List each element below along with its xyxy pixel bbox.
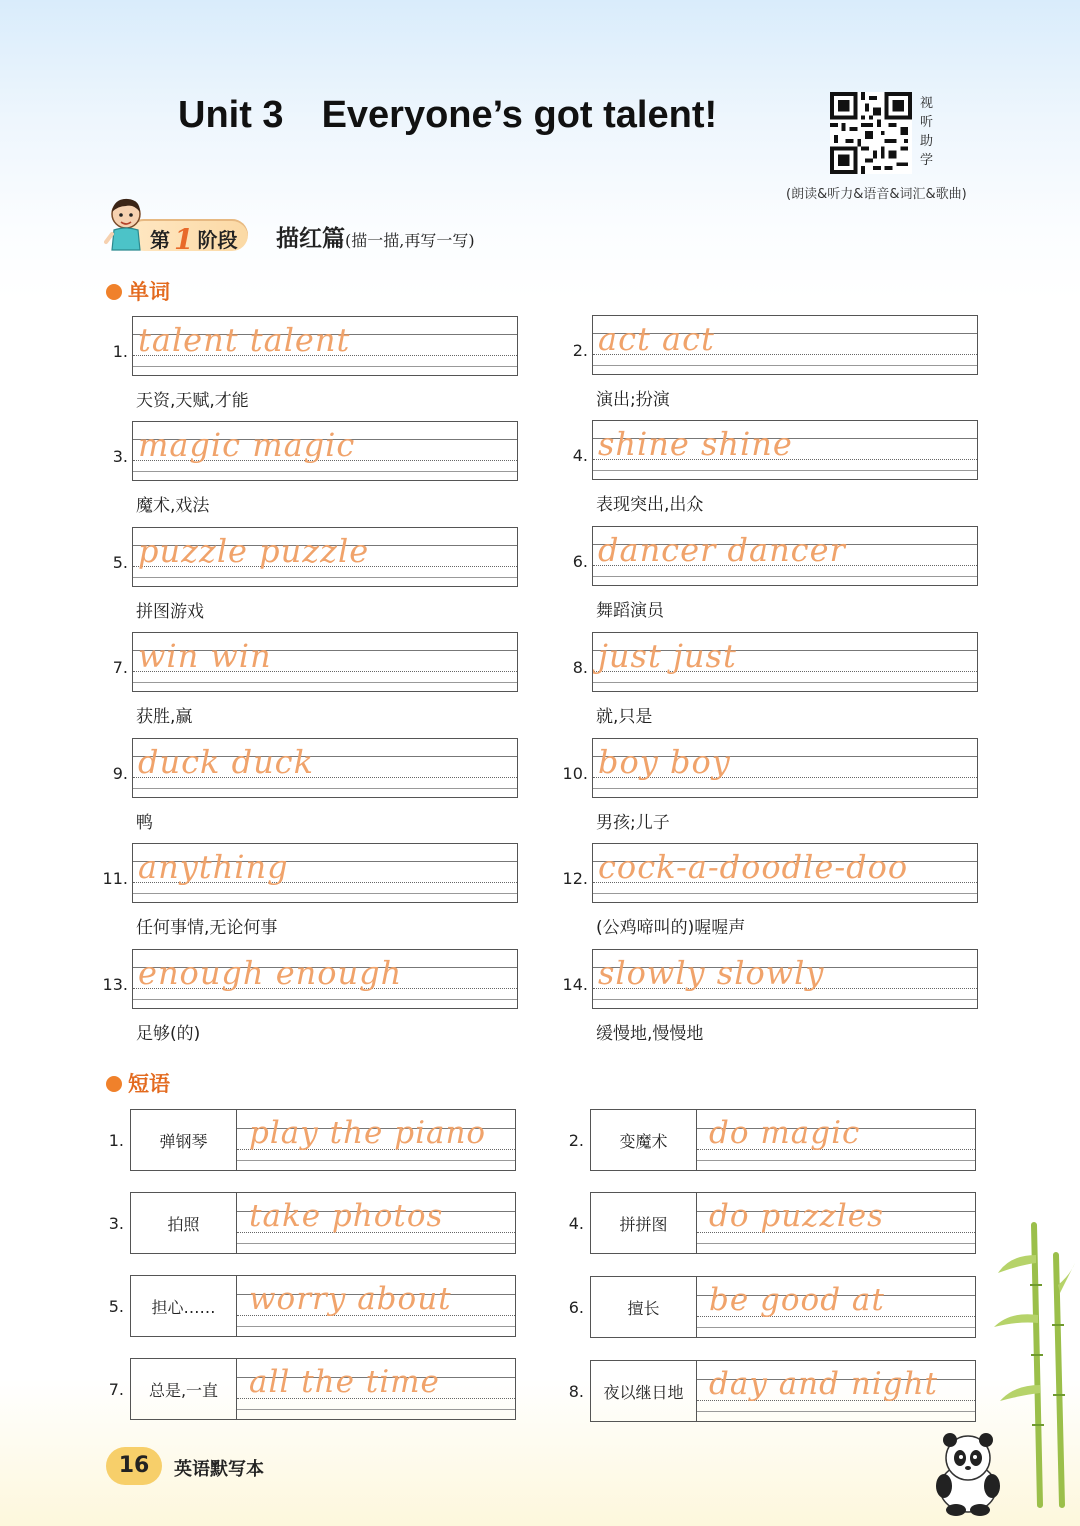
word-meaning: 就,只是	[596, 707, 653, 727]
trace-word: duck duck	[138, 743, 314, 781]
trace-word: boy boy	[598, 743, 731, 781]
writing-lines[interactable]	[697, 1277, 975, 1337]
page-number: 16	[106, 1447, 162, 1485]
word-item: 14. slowly slowly 缓慢地,慢慢地	[562, 949, 982, 1049]
phrase-item: 7. 总是,一直 all the time	[104, 1358, 524, 1422]
unit-title: Everyone’s got talent!	[321, 94, 718, 136]
phrase-item: 4. 拼拼图 do puzzles	[564, 1192, 984, 1256]
word-meaning: 表现突出,出众	[596, 495, 704, 515]
phrase-meaning: 担心……	[131, 1276, 237, 1336]
phrase-meaning: 总是,一直	[131, 1359, 237, 1419]
word-item: 11. anything 任何事情,无论何事	[102, 843, 522, 943]
boy-mascot-icon	[104, 194, 150, 254]
bullet-dot-icon	[106, 284, 122, 300]
trace-word: talent talent	[138, 321, 351, 359]
trace-word: cock-a-doodle-doo	[598, 848, 909, 886]
writing-lines[interactable]	[132, 316, 518, 376]
stage-label: 第 1 阶段	[150, 223, 238, 256]
word-meaning: 任何事情,无论何事	[136, 918, 278, 938]
phrase-item: 3. 拍照 take photos	[104, 1192, 524, 1256]
writing-lines[interactable]	[132, 949, 518, 1009]
phrase-meaning: 弹钢琴	[131, 1110, 237, 1170]
word-item: 4. shine shine 表现突出,出众	[562, 420, 982, 520]
page-title	[178, 94, 717, 137]
writing-lines[interactable]	[592, 526, 978, 586]
phrase-box	[590, 1360, 976, 1422]
writing-lines[interactable]	[132, 843, 518, 903]
writing-lines[interactable]	[132, 527, 518, 587]
section-note: (描一描,再写一写)	[345, 231, 475, 250]
section-title: 描红篇(描一描,再写一写)	[276, 226, 475, 252]
word-meaning: 天资,天赋,才能	[136, 391, 249, 411]
writing-lines[interactable]	[592, 420, 978, 480]
writing-lines[interactable]	[592, 632, 978, 692]
trace-phrase: do puzzles	[709, 1198, 885, 1234]
trace-word: anything	[138, 848, 289, 886]
word-item: 5. puzzle puzzle 拼图游戏	[102, 527, 522, 627]
writing-lines[interactable]	[132, 632, 518, 692]
phrases-heading: 短语	[106, 1068, 170, 1098]
phrase-meaning: 擅长	[591, 1277, 697, 1337]
trace-phrase: day and night	[709, 1366, 938, 1402]
phrase-meaning: 拍照	[131, 1193, 237, 1253]
word-meaning: 足够(的)	[136, 1024, 201, 1044]
phrase-box	[590, 1276, 976, 1338]
word-meaning: 演出;扮演	[596, 390, 670, 410]
writing-lines[interactable]	[697, 1193, 975, 1253]
phrase-item: 6. 擅长 be good at	[564, 1276, 984, 1340]
word-item: 13. enough enough 足够(的)	[102, 949, 522, 1049]
qr-code-icon[interactable]	[830, 92, 912, 174]
trace-phrase: worry about	[249, 1281, 452, 1317]
unit-label: Unit 3	[178, 94, 284, 136]
phrase-item: 5. 担心…… worry about	[104, 1275, 524, 1339]
trace-phrase: play the piano	[249, 1115, 487, 1151]
writing-lines[interactable]	[237, 1276, 515, 1336]
word-item: 2. act act 演出;扮演	[562, 315, 982, 415]
phrase-box	[590, 1109, 976, 1171]
words-heading: 单词	[106, 276, 170, 306]
writing-lines[interactable]	[237, 1193, 515, 1253]
phrase-item: 1. 弹钢琴 play the piano	[104, 1109, 524, 1173]
writing-lines[interactable]	[592, 315, 978, 375]
trace-word: magic magic	[138, 426, 356, 464]
writing-lines[interactable]	[697, 1110, 975, 1170]
panda-illustration-icon	[928, 1426, 1008, 1516]
phrase-item: 8. 夜以继日地 day and night	[564, 1360, 984, 1424]
word-meaning: 缓慢地,慢慢地	[596, 1024, 704, 1044]
word-meaning: (公鸡啼叫的)喔喔声	[596, 918, 746, 938]
qr-note: (朗读&听力&语音&词汇&歌曲)	[786, 187, 967, 202]
word-item: 3. magic magic 魔术,戏法	[102, 421, 522, 521]
trace-word: win win	[138, 637, 272, 675]
trace-word: slowly slowly	[598, 954, 825, 992]
trace-phrase: do magic	[709, 1115, 861, 1151]
trace-word: dancer dancer	[598, 531, 846, 569]
writing-lines[interactable]	[592, 949, 978, 1009]
trace-word: enough enough	[138, 954, 403, 992]
word-item: 10. boy boy 男孩;儿子	[562, 738, 982, 838]
qr-side-text: 视 听 助 学	[920, 96, 934, 168]
word-meaning: 魔术,戏法	[136, 496, 210, 516]
book-title: 英语默写本	[174, 1459, 264, 1480]
phrase-box	[130, 1109, 516, 1171]
phrase-meaning: 变魔术	[591, 1110, 697, 1170]
writing-lines[interactable]	[132, 421, 518, 481]
word-item: 12. cock-a-doodle-doo (公鸡啼叫的)喔喔声	[562, 843, 982, 943]
word-item: 8. just just 就,只是	[562, 632, 982, 732]
trace-word: shine shine	[598, 425, 793, 463]
stage-number: 1	[174, 223, 194, 256]
word-meaning: 鸭	[136, 813, 153, 833]
trace-word: act act	[598, 320, 715, 358]
phrase-box	[130, 1358, 516, 1420]
word-item: 9. duck duck 鸭	[102, 738, 522, 838]
word-item: 6. dancer dancer 舞蹈演员	[562, 526, 982, 626]
word-item: 7. win win 获胜,赢	[102, 632, 522, 732]
phrase-meaning: 夜以继日地	[591, 1361, 697, 1421]
writing-lines[interactable]	[592, 843, 978, 903]
word-meaning: 拼图游戏	[136, 602, 204, 622]
phrase-box	[130, 1192, 516, 1254]
writing-lines[interactable]	[132, 738, 518, 798]
phrase-box	[590, 1192, 976, 1254]
writing-lines[interactable]	[237, 1110, 515, 1170]
writing-lines[interactable]	[697, 1361, 975, 1421]
word-meaning: 获胜,赢	[136, 707, 193, 727]
word-item: 1. talent talent 天资,天赋,才能	[102, 316, 522, 416]
phrase-meaning: 拼拼图	[591, 1193, 697, 1253]
bullet-dot-icon	[106, 1076, 122, 1092]
trace-word: just just	[598, 637, 737, 675]
word-meaning: 男孩;儿子	[596, 813, 670, 833]
trace-phrase: be good at	[709, 1282, 885, 1318]
writing-lines[interactable]	[592, 738, 978, 798]
writing-lines[interactable]	[237, 1359, 515, 1419]
phrase-box	[130, 1275, 516, 1337]
trace-word: puzzle puzzle	[138, 532, 370, 570]
word-meaning: 舞蹈演员	[596, 601, 664, 621]
phrase-item: 2. 变魔术 do magic	[564, 1109, 984, 1173]
trace-phrase: all the time	[249, 1364, 440, 1400]
trace-phrase: take photos	[249, 1198, 444, 1234]
